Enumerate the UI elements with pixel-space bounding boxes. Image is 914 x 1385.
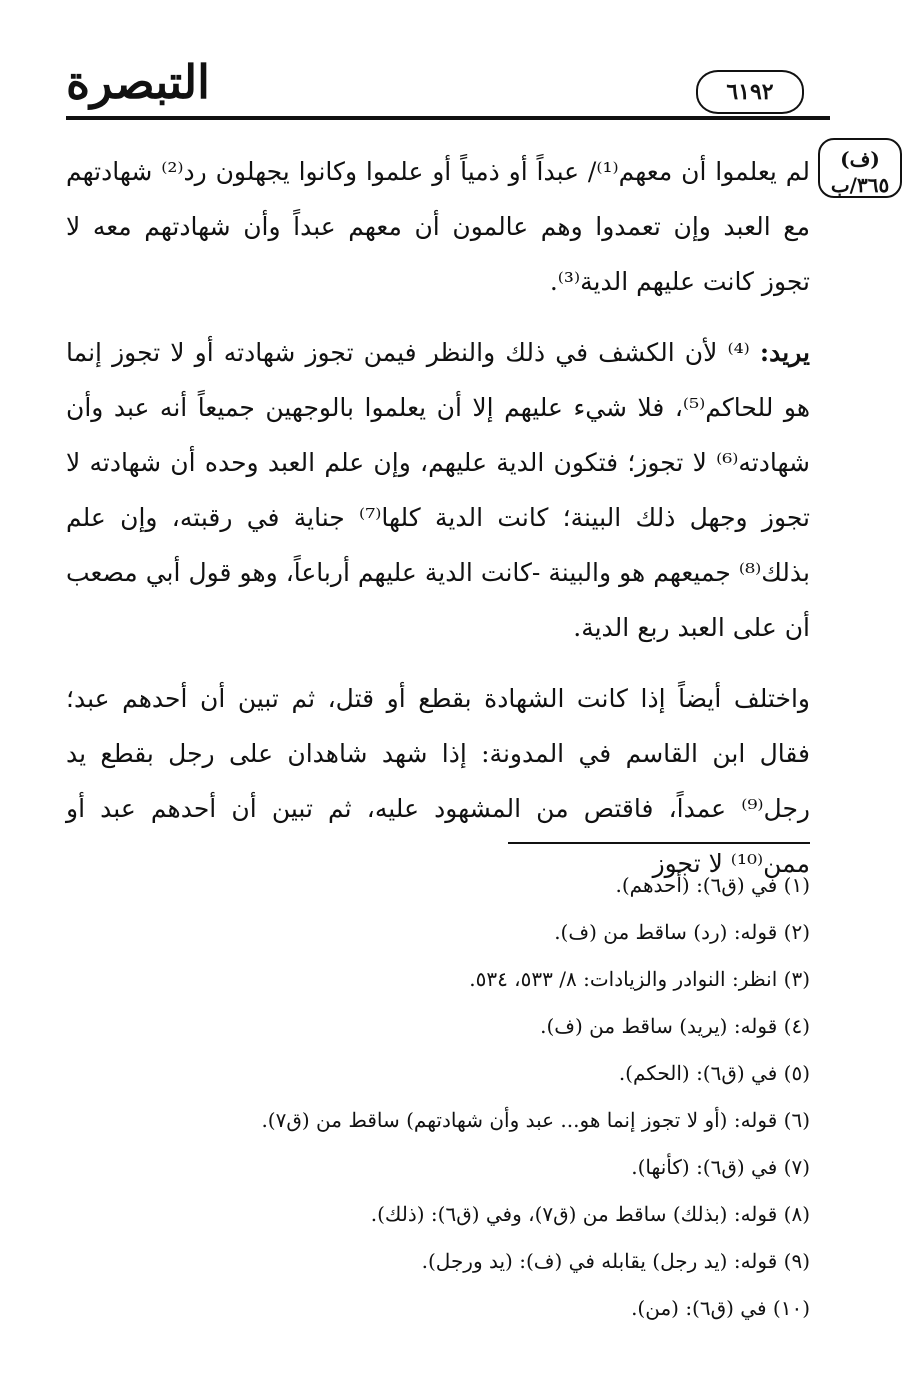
- footnote: (٣) انظر: النوادر والزيادات: ٨/ ٥٣٣، ٥٣٤.: [469, 967, 810, 991]
- footnote: (٨) قوله: (بذلك) ساقط من (ق٧)، وفي (ق٦): (ذلك).: [370, 1202, 810, 1226]
- footnote: (٧) في (ق٦): (كأنها).: [631, 1155, 810, 1179]
- header-rule: [66, 116, 830, 120]
- book-title: التبصرة: [66, 55, 210, 109]
- main-text: [66, 144, 810, 907]
- footnote: (٤) قوله: (يريد) ساقط من (ف).: [540, 1014, 810, 1038]
- margin-manuscript-reference: [818, 138, 902, 198]
- page-number: ٦١٩٢: [696, 70, 804, 114]
- paragraph-text: واختلف أيضاً إذا كانت الشهادة بقطع أو قتل، ثم تبين أن أحدهم عبد؛ فقال ابن القاسم في المدونة: إذا شهد شاهدان على رجل بقطع يد رجل⁽⁹⁾ عمداً، فاقتص من المشهود عليه، ثم تبين أن أحدهم عبد أو ممن⁽¹⁰⁾ لا تجوز: [66, 684, 810, 878]
- footnote: (٢) قوله: (رد) ساقط من (ف).: [554, 920, 810, 944]
- paragraph: [66, 325, 810, 655]
- footnote: (١) في (ق٦): (أحدهم).: [615, 873, 810, 897]
- paragraph: [66, 671, 810, 891]
- paragraph-text: لم يعلموا أن معهم⁽¹⁾/ عبداً أو ذمياً أو علموا وكانوا يجهلون رد⁽²⁾ شهادتهم مع العبد وإن تعمدوا وهم عالمون أن معهم عبداً وأن شهادتهم معه لا تجوز كانت عليهم الدية⁽³⁾.: [66, 157, 810, 296]
- footnote: (١٠) في (ق٦): (من).: [631, 1296, 810, 1320]
- footnotes-list: [180, 862, 810, 1332]
- footnote: (٦) قوله: (أو لا تجوز إنما هو... عبد وأن شهادتهم) ساقط من (ق٧).: [261, 1108, 810, 1132]
- footnote-separator: [508, 842, 810, 844]
- paragraph-lead: يريد:: [759, 338, 810, 367]
- page-header: [66, 52, 830, 120]
- footnote: (٩) قوله: (يد رجل) يقابله في (ف): (يد ورجل).: [421, 1249, 810, 1273]
- paragraph: [66, 144, 810, 309]
- footnote: (٥) في (ق٦): (الحكم).: [618, 1061, 810, 1085]
- paragraph-text: ⁽⁴⁾ لأن الكشف في ذلك والنظر فيمن تجوز شهادته أو لا تجوز إنما هو للحاكم⁽⁵⁾، فلا شيء عليهم إلا أن يعلموا بالوجهين جميعاً أنه عبد وأن شهادته⁽⁶⁾ لا تجوز؛ فتكون الدية عليهم، وإن علم العبد وحده أن شهادته لا تجوز وجهل ذلك البينة؛ كانت الدية كلها⁽⁷⁾ جناية في رقبته، وإن علم بذلك⁽⁸⁾ جميعهم هو والبينة -كانت الدية عليهم أرباعاً، وهو قول أبي مصعب أن على العبد ربع الدية.: [66, 338, 811, 642]
- margin-ref-folio: ٣٦٥/ب: [830, 173, 890, 197]
- margin-ref-source: (ف): [840, 147, 880, 171]
